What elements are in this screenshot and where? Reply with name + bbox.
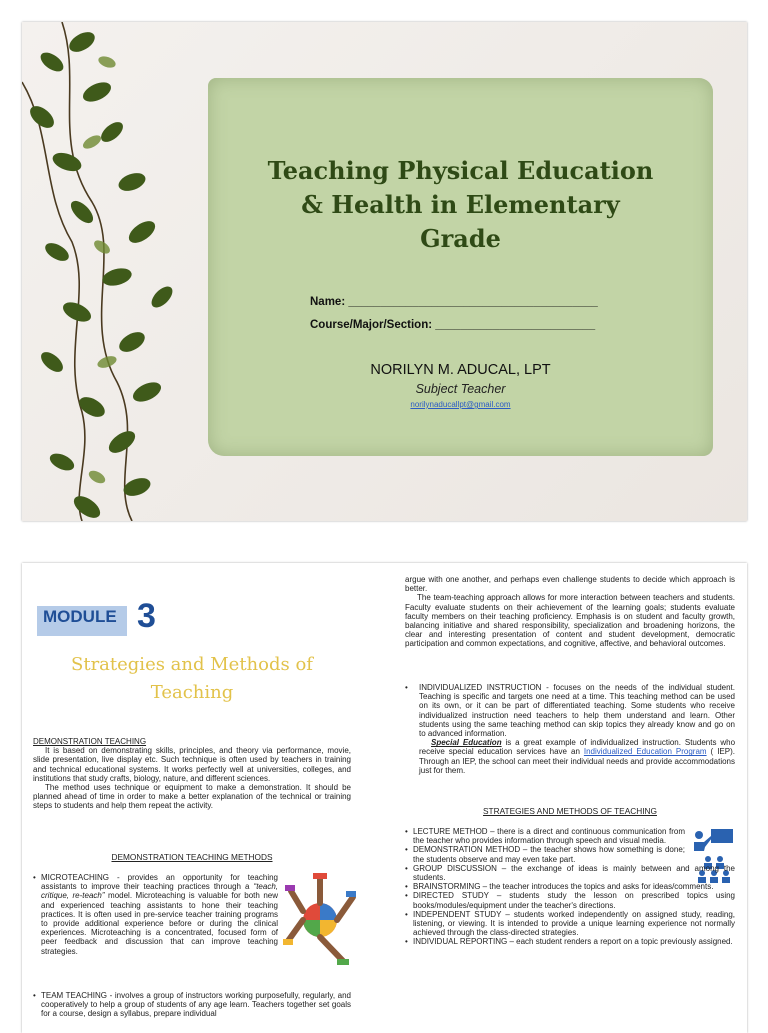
- demonstration-section: [33, 737, 351, 811]
- teacher-name: NORILYN M. ADUCAL, LPT: [370, 362, 551, 378]
- team-teaching-item: [33, 991, 351, 1019]
- continued-paragraph-2: The team-teaching approach allows for more interaction between teachers and students. Faculty evaluate students on their achievement of the learning goals; students evaluate faculty members on their teaching proficiency. Emphasis is on student and faculty growth, balancing initiative and shared responsibility, specialization and broadening horizons, the clear and interesting presentation of content and student development, democratic participation and common expectations, and cognitive, affective, and behavioral outcomes.: [405, 593, 735, 649]
- microteaching-text: • MICROTEACHING - provides an opportunity for teaching assistants to improve their teaching practices through a “teach, critique, re-teach” model. Microteaching is valuable for both new and experienced teaching assistants to hone their teaching practices. It is often used in pre-service teacher training programs to provide additional experience before or during the clinical experiences. Microteaching is a concentrated, focused form of peer feedback and discussion that can improve teaching strategies.: [33, 873, 278, 956]
- title-card: [208, 78, 713, 456]
- strategy-item-lecture: • LECTURE METHOD – there is a direct and continuous communication from the teacher who provides information through speech and visual media.: [405, 827, 685, 845]
- cover-title-line-3: Grade: [420, 224, 501, 253]
- puzzle-hands-icon: [283, 871, 358, 969]
- teacher-email[interactable]: norilynaducallpt@gmail.com: [410, 400, 511, 409]
- course-field: Course/Major/Section: _________________________: [310, 319, 596, 331]
- microteaching-quote: “teach, critique, re-teach”: [41, 882, 278, 901]
- special-education-term: Special Education: [431, 738, 502, 748]
- vine-leaves-decoration: [22, 22, 222, 521]
- strategy-item-individual-reporting: • INDIVIDUAL REPORTING – each student renders a report on a topic previously assigned.: [405, 937, 735, 946]
- strategy-item-group-discussion: • GROUP DISCUSSION – the exchange of ideas is mainly between and among the students.: [405, 864, 735, 882]
- special-education-text: Special Education is a great example of individualized instruction. Students who receive special education services have an Individualized Education Program ( IEP). Through an IEP, the school can meet their individual needs and provide accommodations just for them.: [419, 738, 736, 775]
- demo-heading: DEMONSTRATION TEACHING: [33, 737, 147, 746]
- strategy-item-directed-study: • DIRECTED STUDY – students study the lesson on prescribed topics using books/modules/equipment under the teacher's directions.: [405, 891, 735, 909]
- strategy-item-demonstration: • DEMONSTRATION METHOD – the teacher shows how something is done; the students observe and may even take part.: [405, 845, 685, 863]
- name-field: Name: _______________________________________: [310, 296, 598, 308]
- individualized-text: • INDIVIDUALIZED INSTRUCTION - focuses on the needs of the individual student. Teaching is specific and targets one need at a time. This teaching method can be used on its own, or it can be part of differentiated teaching. Some students who receive individualized instruction need teachers to help them understand and learn. Other students using the same teaching method can skip topics they already know and go on to advanced information.: [405, 683, 735, 738]
- continued-paragraph-1: argue with one another, and perhaps even challenge students to decide which approach is better.: [405, 575, 735, 594]
- team-teaching-text: • TEAM TEACHING - involves a group of instructors working purposefully, regularly, and cooperatively to help a group of students of any age learn. Teachers together set goals for a course, design a syllabus, prepare individual: [33, 991, 351, 1019]
- strategy-item-independent-study: • INDEPENDENT STUDY – students worked independently on assigned study, reading, listening, or viewing. It is intended to provide a unique learning experience not normally achieved through the class-directed strategies.: [405, 910, 735, 938]
- module-page: [22, 563, 747, 1033]
- module-title-line-2: Teaching: [150, 682, 234, 703]
- methods-heading: DEMONSTRATION TEACHING METHODS: [111, 852, 273, 862]
- strategies-list: [405, 827, 735, 947]
- module-title-line-1: Strategies and Methods of: [71, 654, 313, 675]
- teacher-email-link[interactable]: [208, 400, 713, 409]
- individualized-instruction-item: [405, 683, 735, 775]
- module-label-box: [37, 606, 127, 636]
- cover-page: [22, 22, 747, 521]
- module-label: MODULE: [43, 607, 117, 626]
- module-number: 3: [137, 597, 156, 635]
- microteaching-item: [33, 873, 278, 956]
- iep-link[interactable]: Individualized Education Program: [583, 747, 707, 757]
- module-title: [33, 651, 351, 707]
- strategy-item-brainstorming: • BRAINSTORMING – the teacher introduces the topics and asks for ideas/comments.: [405, 882, 735, 891]
- demo-paragraph-2: The method uses technique or equipment to make a demonstration. It should be planned ahead of time in order to make a better explanation of the technical or training steps to students and help them repeat the activity.: [33, 783, 351, 811]
- cover-title-line-2: & Health in Elementary: [301, 190, 620, 219]
- team-teaching-continued: [405, 575, 735, 649]
- teacher-role: Subject Teacher: [415, 382, 506, 396]
- demo-paragraph-1: It is based on demonstrating skills, principles, and theory via performance, movie, slide presentation, live display etc. Such technique is often used by teachers in training and technical educational systems. It works perfectly well at universities, colleges, and institutions that study crafts, biology, nature, and different sciences.: [33, 746, 351, 783]
- strategies-heading: STRATEGIES AND METHODS OF TEACHING: [483, 806, 657, 816]
- cover-title-line-1: Teaching Physical Education: [267, 156, 654, 185]
